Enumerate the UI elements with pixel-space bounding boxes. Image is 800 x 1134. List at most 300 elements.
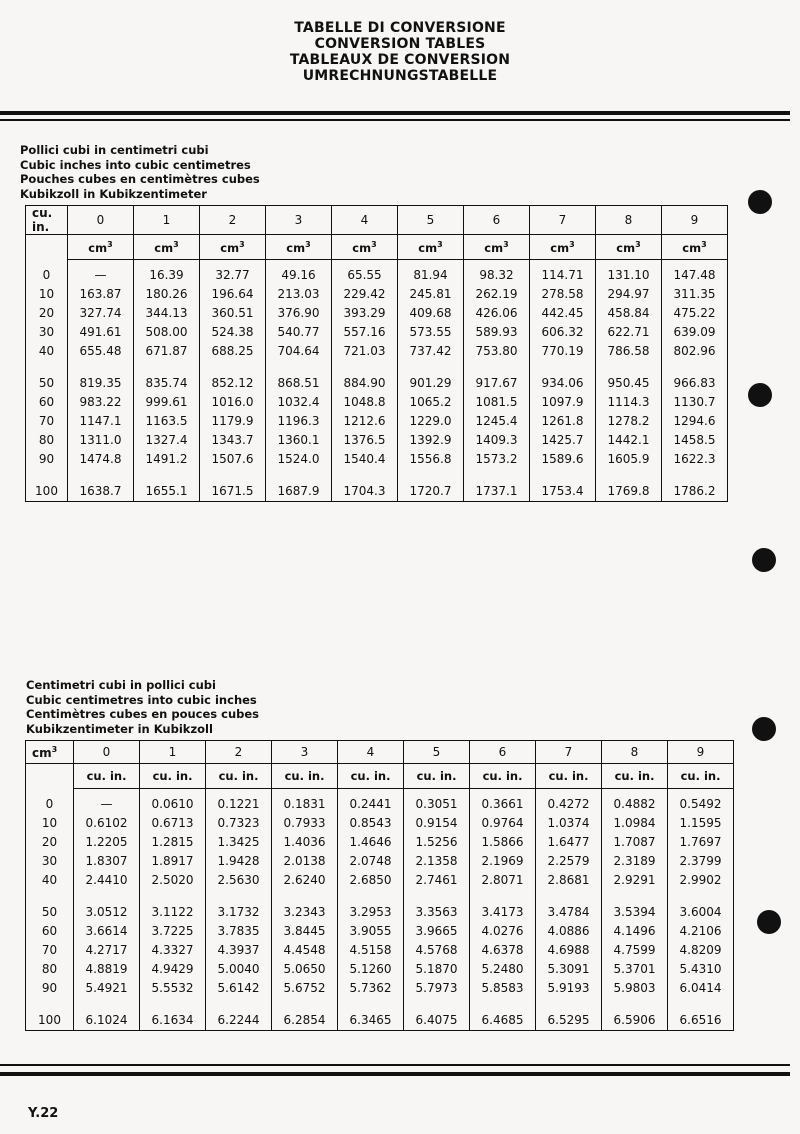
value-cell: 393.29 — [332, 304, 398, 323]
value-cell: 344.13 — [134, 304, 200, 323]
spacer-cell — [134, 468, 200, 482]
value-cell: 3.0512 — [74, 903, 140, 922]
value-cell: 0.9154 — [404, 814, 470, 833]
value-cell: 475.22 — [662, 304, 728, 323]
value-cell: 0.6102 — [74, 814, 140, 833]
table-row — [26, 374, 728, 393]
spacer-cell — [464, 360, 530, 374]
digit-header-7: 7 — [530, 206, 596, 235]
value-cell: 4.4548 — [272, 941, 338, 960]
value-cell: 1622.3 — [662, 449, 728, 468]
table-row — [26, 870, 734, 889]
value-cell: 5.4921 — [74, 978, 140, 997]
row-label: 70 — [41, 942, 58, 957]
value-cell: 4.0276 — [470, 922, 536, 941]
unit-text: cm — [154, 240, 174, 255]
spacer-cell — [662, 468, 728, 482]
value-cell: 540.77 — [266, 322, 332, 341]
value-cell: 0.3661 — [470, 789, 536, 814]
value-cell: 508.00 — [134, 322, 200, 341]
value-cell: 6.2854 — [272, 1011, 338, 1030]
bottom-rule-thick — [0, 1072, 790, 1076]
value-cell: 2.4410 — [74, 870, 140, 889]
value-cell: 1.1595 — [668, 814, 734, 833]
row-label: 100 — [38, 1013, 61, 1028]
value-cell: 999.61 — [134, 393, 200, 412]
value-cell: 884.90 — [332, 374, 398, 393]
units-header-row — [26, 235, 728, 260]
value-cell: 3.7225 — [140, 922, 206, 941]
unit-text: cu. in. — [680, 769, 721, 783]
value-cell: 1589.6 — [530, 449, 596, 468]
row-label: 100 — [35, 484, 58, 499]
spacer-cell — [404, 997, 470, 1011]
digit-header-7: 7 — [536, 741, 602, 764]
value-cell: 622.71 — [596, 322, 662, 341]
row-label: 30 — [38, 324, 55, 339]
row-label: 10 — [38, 287, 55, 302]
corner-unit-label — [26, 741, 74, 764]
value-cell: 1179.9 — [200, 412, 266, 431]
unit-exponent: 3 — [107, 239, 113, 249]
digit-header-9: 9 — [668, 741, 734, 764]
value-cell: 131.10 — [596, 260, 662, 285]
row-label: 0 — [45, 797, 54, 812]
value-cell: 1769.8 — [596, 482, 662, 501]
value-cell: 3.2343 — [272, 903, 338, 922]
spacer-cell — [26, 889, 74, 903]
value-cell: 0.7933 — [272, 814, 338, 833]
value-cell: 737.42 — [398, 341, 464, 360]
value-cell: 81.94 — [398, 260, 464, 285]
value-cell: 1.2205 — [74, 833, 140, 852]
table-row — [26, 922, 734, 941]
row-label: 30 — [41, 853, 58, 868]
value-cell: 5.6142 — [206, 978, 272, 997]
unit-text: cu. in. — [152, 769, 193, 783]
unit-exponent: 3 — [51, 744, 58, 754]
digit-header-3: 3 — [272, 741, 338, 764]
value-cell: 98.32 — [464, 260, 530, 285]
digit-header-0: 0 — [68, 206, 134, 235]
spacer-cell — [398, 468, 464, 482]
row-label: 80 — [41, 961, 58, 976]
value-cell: 671.87 — [134, 341, 200, 360]
value-cell: 2.2579 — [536, 851, 602, 870]
value-cell: 5.5532 — [140, 978, 206, 997]
unit-text: cu. in. — [614, 769, 655, 783]
spacer-cell — [134, 360, 200, 374]
value-cell: 1016.0 — [200, 393, 266, 412]
value-cell: 1278.2 — [596, 412, 662, 431]
unit-header — [200, 235, 266, 260]
value-cell: 1376.5 — [332, 430, 398, 449]
value-cell: 983.22 — [68, 393, 134, 412]
value-cell: 491.61 — [68, 322, 134, 341]
table-row — [26, 959, 734, 978]
value-cell: 1163.5 — [134, 412, 200, 431]
value-cell: 1556.8 — [398, 449, 464, 468]
value-cell: 278.58 — [530, 285, 596, 304]
value-cell: 6.0414 — [668, 978, 734, 997]
spacer-cell — [530, 468, 596, 482]
value-cell: 802.96 — [662, 341, 728, 360]
value-cell: 6.5906 — [602, 1011, 668, 1030]
binder-hole-2 — [748, 383, 772, 407]
table-row — [26, 322, 728, 341]
spacer-cell — [596, 360, 662, 374]
spacer-cell — [332, 468, 398, 482]
unit-header — [470, 764, 536, 789]
spacer-cell — [272, 889, 338, 903]
top-rule-thin — [0, 119, 790, 121]
value-cell: 1474.8 — [68, 449, 134, 468]
table-row — [26, 941, 734, 960]
value-cell: 4.5158 — [338, 941, 404, 960]
value-cell: 1048.8 — [332, 393, 398, 412]
value-cell: 5.2480 — [470, 959, 536, 978]
row-label: 0 — [42, 268, 51, 283]
value-cell: 770.19 — [530, 341, 596, 360]
value-cell: 1065.2 — [398, 393, 464, 412]
unit-header — [140, 764, 206, 789]
table-row — [26, 482, 728, 501]
spacer-cell — [470, 889, 536, 903]
digit-header-3: 3 — [266, 206, 332, 235]
value-cell: 2.5630 — [206, 870, 272, 889]
unit-text: cu. in. — [416, 769, 457, 783]
value-cell: 1.4646 — [338, 833, 404, 852]
unit-text: cu. in. — [218, 769, 259, 783]
value-cell: 901.29 — [398, 374, 464, 393]
row-spacer — [26, 360, 728, 374]
value-cell: 294.97 — [596, 285, 662, 304]
value-cell: 1327.4 — [134, 430, 200, 449]
value-cell: 1687.9 — [266, 482, 332, 501]
value-cell: 3.7835 — [206, 922, 272, 941]
value-cell: 1491.2 — [134, 449, 200, 468]
value-cell: 1704.3 — [332, 482, 398, 501]
value-cell: 4.8819 — [74, 959, 140, 978]
header-line-it: TABELLE DI CONVERSIONE — [294, 20, 506, 36]
spacer-cell — [200, 468, 266, 482]
header-line-en: CONVERSION TABLES — [314, 36, 486, 52]
page-header — [0, 20, 800, 84]
value-cell: 5.3091 — [536, 959, 602, 978]
value-cell: 1360.1 — [266, 430, 332, 449]
unit-text: cm — [286, 240, 306, 255]
unit-header — [134, 235, 200, 260]
row-label: 90 — [38, 451, 55, 466]
value-cell: 1720.7 — [398, 482, 464, 501]
value-cell: 688.25 — [200, 341, 266, 360]
value-cell: 3.4173 — [470, 903, 536, 922]
value-cell: 147.48 — [662, 260, 728, 285]
unit-text: cu. in. — [86, 769, 127, 783]
table-row — [26, 393, 728, 412]
spacer-cell — [26, 997, 74, 1011]
digit-header-4: 4 — [332, 206, 398, 235]
table1-title-fr: Pouches cubes en centimètres cubes — [20, 172, 260, 186]
unit-text: cm — [484, 240, 504, 255]
spacer-cell — [74, 997, 140, 1011]
value-cell: 1.7087 — [602, 833, 668, 852]
value-cell: 0.1221 — [206, 789, 272, 814]
unit-text: cm — [550, 240, 570, 255]
value-cell: 5.9803 — [602, 978, 668, 997]
value-cell: 6.4075 — [404, 1011, 470, 1030]
value-cell: 4.6988 — [536, 941, 602, 960]
value-cell: 4.6378 — [470, 941, 536, 960]
units-header-blank — [26, 235, 68, 260]
value-cell: 1524.0 — [266, 449, 332, 468]
value-cell: 1.9428 — [206, 851, 272, 870]
value-cell: 4.3327 — [140, 941, 206, 960]
value-cell: 1540.4 — [332, 449, 398, 468]
unit-exponent: 3 — [503, 239, 509, 249]
value-cell: 4.9429 — [140, 959, 206, 978]
digit-header-8: 8 — [596, 206, 662, 235]
row-label: 10 — [41, 816, 58, 831]
value-cell: 3.2953 — [338, 903, 404, 922]
spacer-cell — [404, 889, 470, 903]
value-cell: 0.6713 — [140, 814, 206, 833]
value-cell: 6.1634 — [140, 1011, 206, 1030]
page-number: Y.22 — [28, 1106, 59, 1121]
spacer-cell — [602, 997, 668, 1011]
value-cell: 4.0886 — [536, 922, 602, 941]
digit-header-1: 1 — [134, 206, 200, 235]
unit-header — [266, 235, 332, 260]
unit-header — [338, 764, 404, 789]
row-label: 40 — [41, 872, 58, 887]
value-cell: 1114.3 — [596, 393, 662, 412]
value-cell: 1573.2 — [464, 449, 530, 468]
table-row — [26, 851, 734, 870]
value-cell: 557.16 — [332, 322, 398, 341]
value-cell: 950.45 — [596, 374, 662, 393]
value-cell: 786.58 — [596, 341, 662, 360]
binder-hole-4 — [752, 717, 776, 741]
unit-exponent: 3 — [569, 239, 575, 249]
value-cell: 1671.5 — [200, 482, 266, 501]
value-cell: 1229.0 — [398, 412, 464, 431]
value-cell: 819.35 — [68, 374, 134, 393]
value-cell: 16.39 — [134, 260, 200, 285]
value-cell: 1.0984 — [602, 814, 668, 833]
value-cell: 442.45 — [530, 304, 596, 323]
digit-header-6: 6 — [464, 206, 530, 235]
table-row — [26, 304, 728, 323]
header-line-fr: TABLEAUX DE CONVERSION — [289, 52, 511, 68]
value-cell: 1442.1 — [596, 430, 662, 449]
value-cell: 1343.7 — [200, 430, 266, 449]
unit-header — [332, 235, 398, 260]
table1-title-en: Cubic inches into cubic centimetres — [20, 157, 251, 172]
unit-header — [536, 764, 602, 789]
value-cell: 458.84 — [596, 304, 662, 323]
spacer-cell — [74, 889, 140, 903]
value-cell: 3.6614 — [74, 922, 140, 941]
spacer-cell — [662, 360, 728, 374]
value-cell: 2.3799 — [668, 851, 734, 870]
value-cell: 4.3937 — [206, 941, 272, 960]
table-row — [26, 412, 728, 431]
value-cell: 2.9291 — [602, 870, 668, 889]
unit-header — [68, 235, 134, 260]
value-cell: 2.0748 — [338, 851, 404, 870]
value-cell: 966.83 — [662, 374, 728, 393]
unit-header — [602, 764, 668, 789]
value-cell: 1294.6 — [662, 412, 728, 431]
unit-text: cu. in. — [350, 769, 391, 783]
value-cell: 0.7323 — [206, 814, 272, 833]
value-cell: 65.55 — [332, 260, 398, 285]
value-cell: 5.3701 — [602, 959, 668, 978]
value-cell: 835.74 — [134, 374, 200, 393]
value-cell: 4.5768 — [404, 941, 470, 960]
value-cell: 639.09 — [662, 322, 728, 341]
unit-header — [596, 235, 662, 260]
value-cell: 5.8583 — [470, 978, 536, 997]
row-label: 60 — [41, 924, 58, 939]
value-cell: 1.8917 — [140, 851, 206, 870]
value-cell: 2.6240 — [272, 870, 338, 889]
unit-text: cm — [352, 240, 372, 255]
value-cell: 573.55 — [398, 322, 464, 341]
value-cell: 2.5020 — [140, 870, 206, 889]
spacer-cell — [596, 468, 662, 482]
cm3-to-cubic-inches-table — [25, 740, 734, 1031]
table2-title — [26, 678, 259, 736]
value-cell: 409.68 — [398, 304, 464, 323]
table-row — [26, 1011, 734, 1030]
value-cell: 753.80 — [464, 341, 530, 360]
row-label: 40 — [38, 343, 55, 358]
value-cell: 1.4036 — [272, 833, 338, 852]
value-cell: 1409.3 — [464, 430, 530, 449]
digit-header-0: 0 — [74, 741, 140, 764]
unit-text: cm — [616, 240, 636, 255]
spacer-cell — [272, 997, 338, 1011]
row-label: 50 — [38, 376, 55, 391]
value-cell: 1605.9 — [596, 449, 662, 468]
row-spacer — [26, 889, 734, 903]
value-cell: 2.1969 — [470, 851, 536, 870]
spacer-cell — [68, 468, 134, 482]
digit-header-5: 5 — [398, 206, 464, 235]
digit-header-2: 2 — [200, 206, 266, 235]
value-cell: 1.8307 — [74, 851, 140, 870]
spacer-cell — [338, 889, 404, 903]
value-cell: 163.87 — [68, 285, 134, 304]
value-cell: — — [68, 260, 134, 285]
value-cell: 5.1870 — [404, 959, 470, 978]
bottom-rule-thin — [0, 1064, 790, 1066]
spacer-cell — [332, 360, 398, 374]
value-cell: 852.12 — [200, 374, 266, 393]
value-cell: 721.03 — [332, 341, 398, 360]
table-row — [26, 978, 734, 997]
unit-text: cm — [88, 240, 108, 255]
value-cell: 868.51 — [266, 374, 332, 393]
value-cell: 262.19 — [464, 285, 530, 304]
unit-header — [272, 764, 338, 789]
value-cell: 1392.9 — [398, 430, 464, 449]
unit-exponent: 3 — [701, 239, 707, 249]
value-cell: 245.81 — [398, 285, 464, 304]
table-row — [26, 903, 734, 922]
unit-exponent: 3 — [173, 239, 179, 249]
table-row — [26, 789, 734, 814]
value-cell: 3.1732 — [206, 903, 272, 922]
value-cell: 2.1358 — [404, 851, 470, 870]
spacer-cell — [536, 889, 602, 903]
value-cell: 1737.1 — [464, 482, 530, 501]
spacer-cell — [206, 889, 272, 903]
value-cell: 1753.4 — [530, 482, 596, 501]
spacer-cell — [668, 997, 734, 1011]
spacer-cell — [668, 889, 734, 903]
value-cell: 2.8071 — [470, 870, 536, 889]
value-cell: 0.1831 — [272, 789, 338, 814]
value-cell: 704.64 — [266, 341, 332, 360]
value-cell: 180.26 — [134, 285, 200, 304]
value-cell: 3.6004 — [668, 903, 734, 922]
value-cell: 0.4272 — [536, 789, 602, 814]
unit-text: cu. in. — [482, 769, 523, 783]
spacer-cell — [530, 360, 596, 374]
value-cell: 1425.7 — [530, 430, 596, 449]
unit-text: cm — [682, 240, 702, 255]
value-cell: 4.2717 — [74, 941, 140, 960]
table2-title-it: Centimetri cubi in pollici cubi — [26, 678, 216, 692]
unit-header — [530, 235, 596, 260]
value-cell: 3.1122 — [140, 903, 206, 922]
value-cell: 1.0374 — [536, 814, 602, 833]
value-cell: 32.77 — [200, 260, 266, 285]
value-cell: 3.5394 — [602, 903, 668, 922]
value-cell: 1311.0 — [68, 430, 134, 449]
unit-header — [398, 235, 464, 260]
spacer-cell — [68, 360, 134, 374]
unit-header — [404, 764, 470, 789]
value-cell: 6.4685 — [470, 1011, 536, 1030]
spacer-cell — [470, 997, 536, 1011]
value-cell: 6.1024 — [74, 1011, 140, 1030]
table-row — [26, 285, 728, 304]
value-cell: 4.1496 — [602, 922, 668, 941]
value-cell: 655.48 — [68, 341, 134, 360]
table-row — [26, 341, 728, 360]
value-cell: 524.38 — [200, 322, 266, 341]
value-cell: 1147.1 — [68, 412, 134, 431]
cubic-inches-to-cm3-table — [25, 205, 728, 502]
value-cell: 1638.7 — [68, 482, 134, 501]
table-row — [26, 430, 728, 449]
value-cell: 2.0138 — [272, 851, 338, 870]
unit-exponent: 3 — [371, 239, 377, 249]
header-line-de: UMRECHNUNGSTABELLE — [302, 68, 498, 84]
value-cell: 2.8681 — [536, 870, 602, 889]
corner-unit-label — [26, 206, 68, 235]
unit-header — [464, 235, 530, 260]
value-cell: 3.9665 — [404, 922, 470, 941]
value-cell: 5.9193 — [536, 978, 602, 997]
value-cell: 2.6850 — [338, 870, 404, 889]
unit-header — [206, 764, 272, 789]
row-label: 90 — [41, 980, 58, 995]
